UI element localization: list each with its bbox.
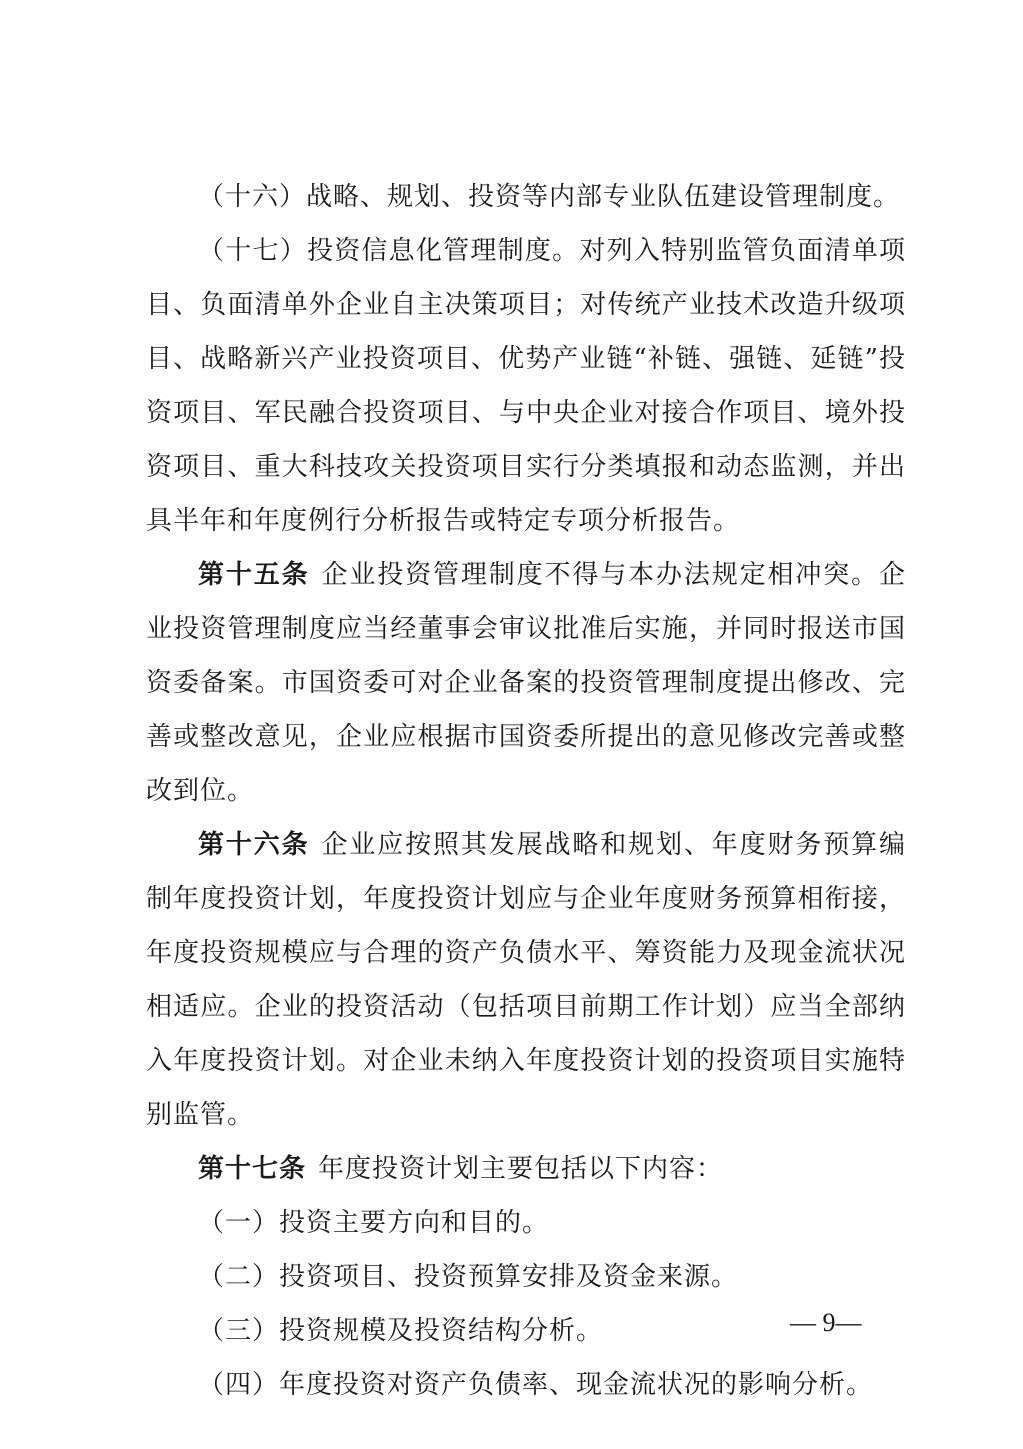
article-heading: 第十五条 [198,560,310,590]
article-15 [146,548,906,818]
list-item-1 [146,1196,906,1250]
paragraph-17 [146,224,906,548]
article-heading: 第十六条 [198,830,310,860]
paragraph-text: （四）年度投资对资产负债率、现金流状况的影响分析。 [198,1370,874,1400]
page-number: — 9— [790,1308,862,1337]
paragraph-text: （三）投资规模及投资结构分析。 [198,1316,604,1346]
article-17 [146,1142,906,1196]
list-item-2 [146,1250,906,1304]
paragraph-text: （一）投资主要方向和目的。 [198,1208,550,1238]
paragraph-text: 企业投资管理制度不得与本办法规定相冲突。企业投资管理制度应当经董事会审议批准后实施，并同时报送市国资委备案。市国资委可对企业备案的投资管理制度提出修改、完善或整改意见，企业应根据市国资委所提出的意见修改完善或整改到位。 [146,560,906,806]
article-16 [146,818,906,1142]
paragraph-text: （十七）投资信息化管理制度。对列入特别监管负面清单项目、负面清单外企业自主决策项目；对传统产业技术改造升级项目、战略新兴产业投资项目、优势产业链“补链、强链、延链”投资项目、军民融合投资项目、与中央企业对接合作项目、境外投资项目、重大科技攻关投资项目实行分类填报和动态监测，并出具半年和年度例行分析报告或特定专项分析报告。 [146,236,906,536]
article-heading: 第十七条 [198,1154,307,1184]
paragraph-text: （二）投资项目、投资预算安排及资金来源。 [198,1262,739,1292]
list-item-4 [146,1358,906,1412]
paragraph-text: 企业应按照其发展战略和规划、年度财务预算编制年度投资计划，年度投资计划应与企业年度财务预算相衔接，年度投资规模应与合理的资产负债水平、筹资能力及现金流状况相适应。企业的投资活动（包括项目前期工作计划）应当全部纳入年度投资计划。对企业未纳入年度投资计划的投资项目实施特别监管。 [146,830,906,1130]
paragraph-16 [146,170,906,224]
document-body [146,170,906,1412]
paragraph-text: （十六）战略、规划、投资等内部专业队伍建设管理制度。 [198,182,901,212]
paragraph-text: 年度投资计划主要包括以下内容： [318,1154,724,1184]
